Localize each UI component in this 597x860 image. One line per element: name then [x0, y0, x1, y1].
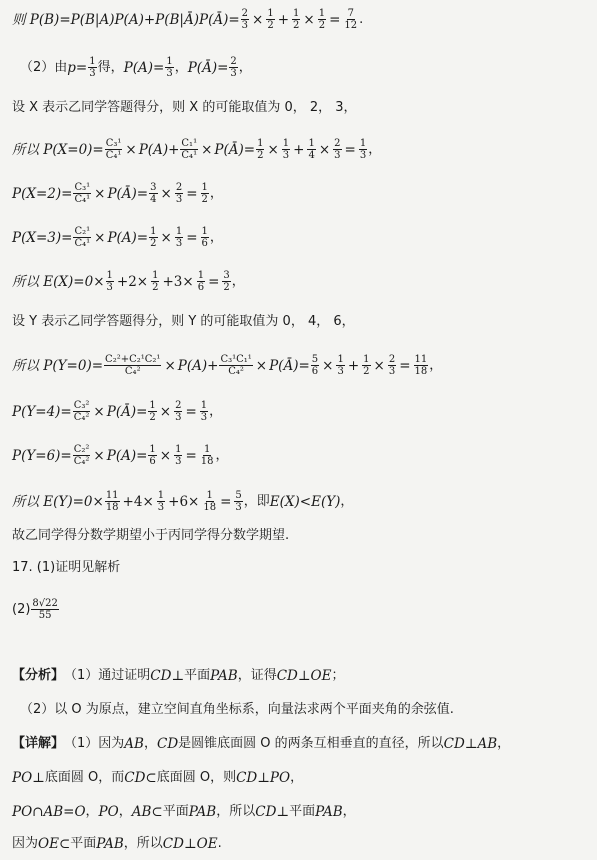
math-expression: PO [98, 804, 119, 820]
fraction-numerator: 2 [388, 354, 396, 365]
math-operator: +3× [162, 273, 194, 290]
fraction [292, 8, 300, 31]
math-expression: OE⊂ [38, 836, 71, 852]
fraction [151, 270, 159, 293]
fraction-numerator: 1 [308, 138, 315, 149]
fraction [73, 444, 91, 467]
math-operator: × [255, 357, 268, 374]
text-run: 因为 [12, 836, 39, 851]
text-run: 故乙同学得分数学期望小于丙同学得分数学期望. [12, 528, 290, 543]
fraction-numerator: 2 [175, 182, 183, 193]
fraction [197, 270, 205, 293]
fraction [362, 354, 370, 377]
fraction-numerator: 1 [166, 56, 173, 67]
text-run: 是圆锥底面圆 O 的两条互相垂直的直径，所以 [178, 736, 444, 751]
text-line [12, 400, 589, 423]
fraction [343, 8, 358, 31]
fraction-denominator: 3 [175, 194, 183, 205]
fraction [174, 444, 182, 467]
text-run: 平面 [70, 836, 97, 851]
fraction-numerator: C₃¹ [105, 138, 122, 149]
text-run: 得， [97, 59, 124, 75]
fraction-numerator: 1 [206, 490, 213, 501]
fraction-denominator: 2 [150, 238, 157, 249]
fraction-numerator: 1 [359, 138, 367, 149]
fraction-denominator: C₄¹ [105, 150, 122, 161]
fraction [359, 138, 367, 161]
math-operator: × [93, 447, 105, 464]
math-expression: P(Y=6)= [12, 447, 72, 464]
math-expression: 则 P(B)=P(B|A)P(A)+P(B|Ā)P(Ā)= [12, 11, 240, 28]
math-operator: +6× [168, 493, 200, 510]
fraction-denominator: 4 [150, 194, 157, 205]
text-line [12, 598, 589, 621]
math-expression: P(A)= [107, 229, 149, 246]
fraction [73, 400, 91, 423]
fraction-numerator: 1 [197, 270, 205, 281]
text-line [12, 138, 589, 161]
math-operator: = [185, 447, 197, 464]
text-run: (2) [12, 601, 31, 617]
fraction [106, 270, 114, 293]
fraction [241, 8, 249, 31]
text-run: 平面 [162, 804, 189, 819]
math-expression: 所以 P(Y=0)= [12, 357, 104, 374]
text-run: 底面圆 O，而 [44, 770, 125, 785]
math-expression: P(A)= [106, 447, 148, 464]
fraction-denominator: 3 [230, 68, 237, 79]
fraction-denominator: C₄¹ [74, 194, 91, 205]
fraction-denominator: 6 [201, 238, 208, 249]
text-run: ， [118, 804, 132, 819]
fraction [105, 490, 120, 513]
fraction [88, 56, 96, 79]
text-run: ， [85, 804, 99, 819]
fraction-denominator: 3 [157, 502, 165, 513]
math-operator: × [160, 185, 172, 202]
fraction-numerator: 1 [175, 444, 182, 455]
math-expression: PO⊥ [12, 770, 45, 786]
text-run: ， [209, 403, 223, 419]
text-run: ， [215, 447, 229, 463]
math-operator: = [185, 403, 197, 420]
fraction-numerator: 2 [230, 56, 237, 67]
fraction-denominator: 2 [152, 282, 159, 293]
fraction-numerator: 1 [201, 182, 208, 193]
math-operator: × [164, 357, 176, 374]
text-line [12, 804, 589, 820]
section-heading: 【详解】 [12, 736, 65, 751]
fraction-numerator: C₃² [73, 400, 90, 411]
math-operator: = [220, 493, 232, 510]
fraction-numerator: 3 [150, 182, 157, 193]
fraction [414, 354, 429, 377]
text-run: （1）通过证明 [64, 668, 151, 683]
fraction-denominator: C₄¹ [74, 238, 91, 249]
fraction-denominator: 2 [363, 366, 370, 377]
fraction-numerator: C₃¹ [74, 182, 91, 193]
fraction-denominator: C₄² [228, 366, 244, 377]
fraction-denominator: 4 [308, 150, 315, 161]
math-expression: CD [156, 736, 179, 752]
math-operator: = [208, 273, 220, 290]
math-operator: × [159, 403, 172, 420]
fraction-denominator: 12 [344, 20, 358, 31]
fraction-numerator: 1 [175, 226, 183, 237]
fraction [266, 8, 274, 31]
math-expression: CD⊥ [255, 804, 290, 820]
fraction-numerator: 1 [363, 354, 370, 365]
fraction-denominator: 3 [337, 366, 344, 377]
math-operator: × [94, 185, 106, 202]
fraction-denominator: 6 [311, 366, 319, 377]
fraction [175, 182, 183, 205]
fraction-denominator: C₄² [124, 366, 141, 377]
text-run: ， [238, 59, 252, 75]
fraction-denominator: 2 [267, 20, 274, 31]
math-expression: PAB [315, 804, 343, 820]
fraction-denominator: C₄² [73, 456, 90, 467]
math-operator: × [125, 141, 137, 158]
fraction-numerator: 1 [152, 270, 159, 281]
text-line [12, 354, 589, 377]
text-line [12, 836, 589, 852]
fraction [229, 56, 237, 79]
fraction [148, 400, 156, 423]
math-operator: × [252, 11, 264, 28]
fraction-denominator: 18 [203, 502, 217, 513]
section-heading: 【分析】 [12, 668, 65, 683]
fraction-numerator: 3 [223, 270, 230, 281]
math-expression: PO∩AB=O [12, 804, 86, 820]
text-run: ， [342, 804, 356, 819]
math-operator: = [344, 141, 356, 158]
math-expression: PAB [188, 804, 217, 820]
math-expression: P(X=3)= [12, 229, 73, 246]
fraction-numerator: 8√22 [32, 598, 58, 609]
fraction-numerator: C₁¹ [181, 138, 198, 149]
fraction-numerator: 1 [293, 8, 300, 19]
fraction [175, 226, 183, 249]
fraction-denominator: 2 [257, 150, 264, 161]
text-run: ，所以 [216, 804, 256, 819]
fraction-numerator: C₂² [73, 444, 90, 455]
fraction-denominator: 2 [293, 20, 300, 31]
math-operator: × [93, 403, 105, 420]
math-operator: = [329, 11, 341, 28]
fraction-denominator: C₄¹ [181, 150, 198, 161]
fraction [104, 354, 161, 377]
math-expression: PAB [96, 836, 124, 852]
math-expression: AB⊂ [131, 804, 163, 820]
math-operator: × [318, 141, 331, 158]
fraction [333, 138, 341, 161]
text-run: ； [331, 668, 345, 683]
fraction-denominator: 6 [149, 456, 156, 467]
fraction [149, 182, 157, 205]
math-operator: × [160, 229, 172, 246]
fraction-denominator: 2 [318, 20, 326, 31]
fraction [256, 138, 264, 161]
fraction [307, 138, 315, 161]
math-expression: 所以 E(X)=0× [12, 273, 105, 290]
fraction-denominator: 2 [201, 194, 208, 205]
text-run: ，所以 [123, 836, 163, 851]
fraction-numerator: 11 [414, 354, 428, 365]
text-line [12, 100, 589, 116]
fraction-numerator: 1 [106, 270, 113, 281]
fraction-denominator: 3 [388, 366, 396, 377]
text-line [20, 56, 589, 79]
math-expression: E(X)<E(Y) [269, 493, 341, 510]
fraction-numerator: 5 [311, 354, 319, 365]
text-run: 平面 [184, 668, 211, 683]
fraction-denominator: 3 [166, 68, 173, 79]
text-run: ，即 [243, 493, 270, 509]
fraction [174, 400, 182, 423]
fraction [234, 490, 242, 513]
text-line [20, 702, 589, 718]
fraction-denominator: 3 [175, 412, 182, 423]
fraction-numerator: 1 [157, 490, 165, 501]
fraction-denominator: 3 [89, 68, 96, 79]
fraction-numerator: 7 [347, 8, 354, 19]
fraction-denominator: 3 [106, 282, 113, 293]
math-expression: CD⊥ [150, 668, 185, 684]
fraction-numerator: C₃¹C₁¹ [220, 354, 252, 365]
fraction [282, 138, 290, 161]
text-line [12, 528, 589, 544]
fraction [311, 354, 319, 377]
math-operator: × [322, 357, 334, 374]
math-expression: PAB [210, 668, 238, 684]
math-operator: + [293, 141, 305, 158]
math-expression: 所以 P(X=0)= [12, 141, 104, 158]
math-expression: P(A)= [123, 59, 165, 76]
math-operator: × [159, 447, 172, 464]
text-line [12, 226, 589, 249]
fraction-denominator: 3 [334, 150, 341, 161]
fraction-numerator: 1 [149, 400, 156, 411]
text-run: 设 X 表示乙同学答题得分，则 X 的可能取值为 0， 2， 3， [12, 100, 357, 115]
math-expression: P(Y=4)= [12, 403, 72, 420]
math-expression: 所以 E(Y)=0× [12, 493, 104, 510]
text-line [12, 182, 589, 205]
fraction [31, 598, 58, 621]
fraction-denominator: 3 [175, 238, 183, 249]
text-run: ， [290, 770, 304, 785]
text-run: 底面圆 O，则 [156, 770, 237, 785]
text-run: ， [497, 736, 511, 751]
math-expression: P(Ā)= [269, 357, 310, 374]
text-run: （2）以 O 为原点，建立空间直角坐标系，向量法求两个平面夹角的余弦值. [20, 702, 454, 717]
math-operator: +2× [116, 273, 149, 290]
text-line [12, 444, 589, 467]
text-line [12, 736, 589, 752]
fraction-numerator: 1 [337, 354, 344, 365]
text-line [12, 490, 589, 513]
fraction-denominator: 55 [38, 610, 52, 621]
fraction-denominator: 2 [223, 282, 230, 293]
fraction [200, 444, 215, 467]
fraction-numerator: 11 [105, 490, 119, 501]
fraction-numerator: 1 [282, 138, 290, 149]
text-line [12, 668, 589, 684]
text-line [12, 770, 589, 786]
fraction-numerator: 2 [241, 8, 249, 19]
math-operator: +4× [122, 493, 154, 510]
fraction-numerator: 1 [200, 400, 208, 411]
fraction [201, 226, 209, 249]
math-operator: × [94, 229, 106, 246]
fraction [73, 226, 91, 249]
text-line [12, 270, 589, 293]
fraction [105, 138, 123, 161]
text-run: ， [143, 736, 157, 751]
fraction-denominator: 3 [200, 412, 208, 423]
math-expression: p= [67, 59, 88, 76]
math-expression: CD⊥AB [443, 736, 498, 752]
fraction-denominator: 18 [105, 502, 119, 513]
fraction [180, 138, 198, 161]
fraction [165, 56, 173, 79]
fraction-denominator: 3 [359, 150, 367, 161]
fraction [157, 490, 165, 513]
fraction [200, 400, 208, 423]
math-expression: P(Ā)= [106, 403, 148, 420]
math-expression: P(A)+ [177, 357, 219, 374]
text-line [12, 8, 589, 31]
fraction-denominator: C₄² [73, 412, 90, 423]
text-run: . [359, 11, 364, 27]
text-run: ， [209, 185, 223, 201]
text-run: 17. (1)证明见解析 [12, 560, 121, 575]
fraction [73, 182, 91, 205]
math-operator: = [399, 357, 411, 374]
fraction [219, 354, 252, 377]
fraction [202, 490, 217, 513]
math-expression: CD⊥OE [276, 668, 332, 684]
fraction-numerator: 1 [318, 8, 326, 19]
math-operator: × [201, 141, 213, 158]
math-expression: AB [124, 736, 144, 752]
math-operator: = [186, 185, 198, 202]
math-operator: × [373, 357, 385, 374]
text-run: ， [429, 357, 443, 373]
fraction-numerator: 2 [334, 138, 341, 149]
math-operator: = [186, 229, 198, 246]
text-line [12, 560, 589, 576]
fraction-numerator: 1 [89, 56, 96, 67]
math-expression: P(Ā)= [107, 185, 149, 202]
fraction-denominator: 3 [241, 20, 249, 31]
math-expression: P(X=2)= [12, 185, 73, 202]
math-operator: + [277, 11, 290, 28]
math-expression: P(Ā)= [214, 141, 256, 158]
math-expression: CD⊥OE [162, 836, 218, 852]
math-operator: + [347, 357, 360, 374]
text-run: ， [231, 273, 245, 289]
fraction [222, 270, 230, 293]
math-expression: CD⊥PO [236, 770, 291, 786]
text-run: （2）由 [20, 59, 68, 75]
fraction-numerator: 1 [267, 8, 274, 19]
fraction [388, 354, 396, 377]
math-operator: × [303, 11, 315, 28]
fraction [318, 8, 326, 31]
fraction-denominator: 2 [149, 412, 156, 423]
fraction [336, 354, 344, 377]
fraction-numerator: 1 [201, 226, 208, 237]
math-expression: CD⊂ [124, 770, 157, 786]
fraction-numerator: 1 [257, 138, 264, 149]
math-expression: P(A)+ [138, 141, 180, 158]
text-run: ， [340, 493, 354, 509]
text-line [12, 314, 589, 330]
fraction-denominator: 3 [235, 502, 242, 513]
math-expression: P(Ā)= [187, 59, 229, 76]
fraction [201, 182, 209, 205]
text-run: ， [368, 141, 382, 157]
fraction-numerator: C₂¹ [74, 226, 91, 237]
text-run: （1）因为 [64, 736, 125, 751]
text-run: 设 Y 表示乙同学答题得分，则 Y 的可能取值为 0， 4， 6， [12, 314, 355, 329]
fraction-numerator: 2 [175, 400, 182, 411]
fraction [149, 226, 157, 249]
fraction-denominator: 18 [200, 456, 214, 467]
math-operator: × [267, 141, 279, 158]
text-run: 平面 [289, 804, 316, 819]
fraction-denominator: 3 [282, 150, 290, 161]
text-run: . [217, 836, 222, 851]
fraction-numerator: 1 [150, 226, 157, 237]
fraction-numerator: C₂²+C₂¹C₂¹ [105, 354, 161, 365]
fraction-denominator: 18 [414, 366, 428, 377]
text-run: ， [174, 59, 188, 75]
text-run: ， [209, 229, 223, 245]
fraction-numerator: 5 [235, 490, 242, 501]
fraction-denominator: 6 [197, 282, 205, 293]
text-run: ，证得 [237, 668, 277, 683]
fraction [148, 444, 156, 467]
fraction-numerator: 1 [203, 444, 211, 455]
fraction-denominator: 3 [175, 456, 182, 467]
fraction-numerator: 1 [149, 444, 156, 455]
